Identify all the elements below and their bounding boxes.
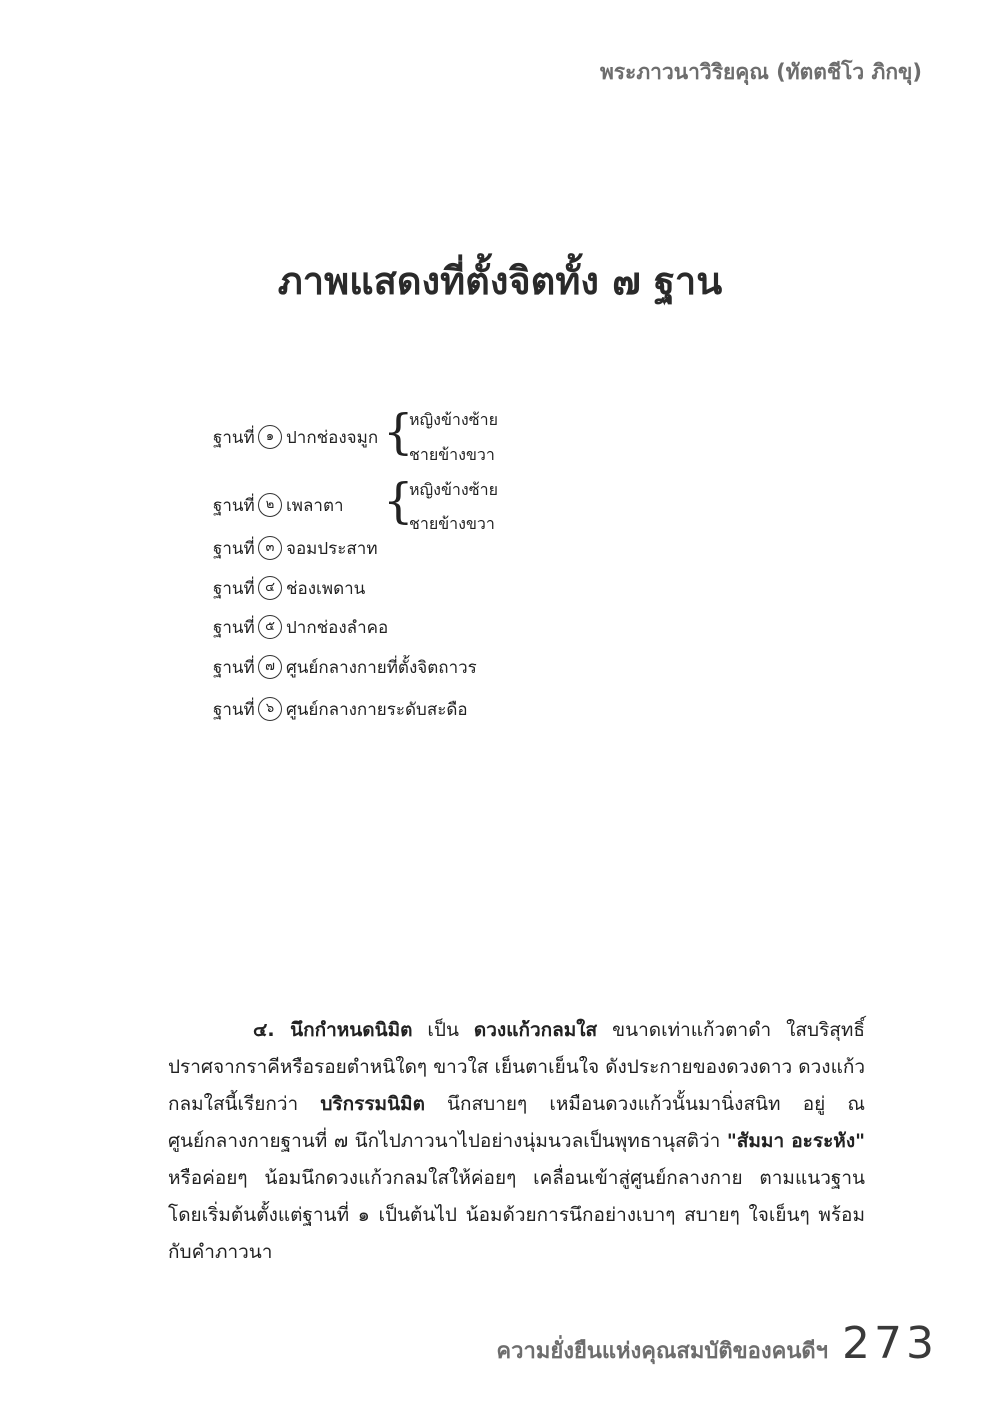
base-2-sub-female: หญิงข้างซ้าย (409, 480, 498, 499)
brace-icon: { (383, 473, 414, 529)
base-number-circle: ๔ (258, 576, 282, 600)
paragraph-run: ขนาดเท่าแก้วตาดำ ใสบริสุทธิ์ ปราศจากราคีหรือรอยตำหนิใดๆ ขาวใส เย็นตาเย็นใจ ดังประกายของดวงดาว ดวงแก้วกลมใสนี้เรียกว่า (168, 1019, 865, 1115)
base-item-6 (213, 694, 468, 724)
base-number-circle: ๓ (258, 536, 282, 560)
bold-term: บริกรรมนิมิต (320, 1093, 425, 1115)
base-item-7 (213, 652, 477, 682)
paragraph-text (168, 1012, 865, 1271)
base-label: ฐานที่ (213, 427, 255, 448)
base-location: จอมประสาท (286, 538, 378, 559)
base-number-circle: ๕ (258, 615, 282, 639)
base-item-1 (213, 422, 378, 452)
base-label: ฐานที่ (213, 578, 255, 599)
footer-book-title: ความยั่งยืนแห่งคุณสมบัติของคนดีฯ (496, 1339, 829, 1364)
base-1-sub-male: ชายข้างขวา (409, 445, 495, 464)
base-location: ศูนย์กลางกายที่ตั้งจิตถาวร (286, 657, 477, 678)
base-list (213, 400, 633, 730)
step-heading: ๔. นึกกำหนดนิมิต (253, 1019, 413, 1041)
bold-term: ดวงแก้วกลมใส (473, 1019, 598, 1041)
base-item-5 (213, 612, 388, 642)
base-location: ปากช่องจมูก (286, 427, 379, 448)
body-paragraph (168, 1012, 865, 1271)
base-location: เพลาตา (286, 495, 344, 516)
base-label: ฐานที่ (213, 699, 255, 720)
base-item-4 (213, 573, 365, 603)
base-label: ฐานที่ (213, 657, 255, 678)
page-footer (496, 1318, 938, 1369)
paragraph-run: นึกสบายๆ เหมือนดวงแก้วนั้นมานิ่งสนิท อยู่ ณ ศูนย์กลางกายฐานที่ ๗ นึกไปภาวนาไปอย่างนุ่มนวลเป็นพุทธานุสติว่า (168, 1093, 865, 1152)
paragraph-run: เป็น (412, 1019, 474, 1041)
base-number-circle: ๖ (258, 697, 282, 721)
running-header-author: พระภาวนาวิริยคุณ (ทัตตชีโว ภิกขุ) (599, 60, 922, 84)
figure-title: ภาพแสดงที่ตั้งจิตทั้ง ๗ ฐาน (277, 259, 723, 303)
brace-icon: { (383, 404, 414, 460)
base-item-2 (213, 490, 344, 520)
base-label: ฐานที่ (213, 617, 255, 638)
paragraph-run: หรือค่อยๆ น้อมนึกดวงแก้วกลมใสให้ค่อยๆ เคลื่อนเข้าสู่ศูนย์กลางกาย ตามแนวฐาน โดยเริ่มต้นตั้งแต่ฐานที่ ๑ เป็นต้นไป น้อมด้วยการนึกอย่างเบาๆ สบายๆ ใจเย็นๆ พร้อมกับคำภาวนา (168, 1167, 865, 1263)
base-location: ช่องเพดาน (286, 578, 366, 599)
base-2-sub-male: ชายข้างขวา (409, 514, 495, 533)
base-number-circle: ๗ (258, 655, 282, 679)
base-label: ฐานที่ (213, 538, 255, 559)
base-item-3 (213, 533, 378, 563)
base-label: ฐานที่ (213, 495, 255, 516)
base-1-sub-female: หญิงข้างซ้าย (409, 410, 498, 429)
base-number-circle: ๑ (258, 425, 282, 449)
page-number: 273 (842, 1318, 938, 1369)
base-location: ศูนย์กลางกายระดับสะดือ (286, 699, 468, 720)
base-number-circle: ๒ (258, 493, 282, 517)
bold-mantra: "สัมมา อะระหัง" (726, 1130, 865, 1152)
base-location: ปากช่องลำคอ (286, 617, 389, 638)
